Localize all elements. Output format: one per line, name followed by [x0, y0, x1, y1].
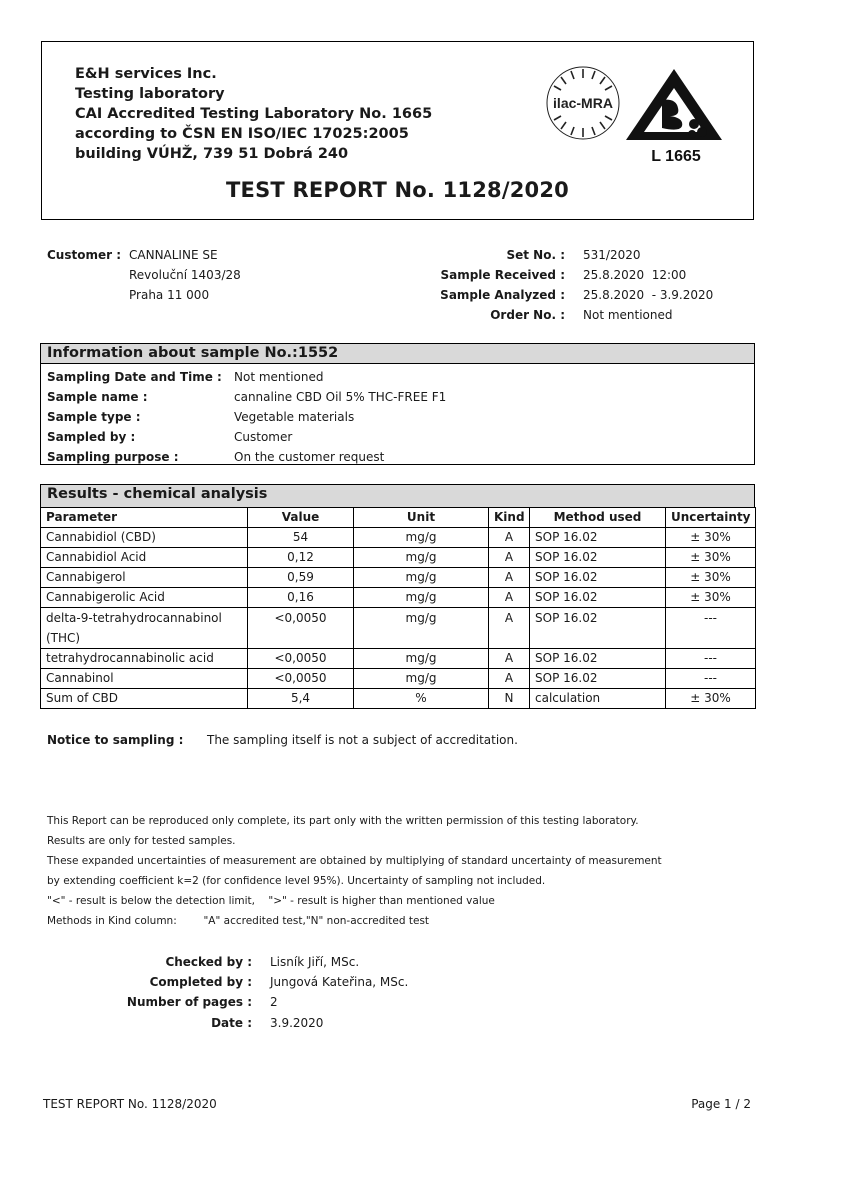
cell-parameter: Sum of CBD [41, 689, 248, 709]
cell-uncertainty: ± 30% [666, 689, 756, 709]
cell-unit: mg/g [354, 588, 489, 608]
footnote-line: Methods in Kind column: "A" accredited test,"N" non-accredited test [47, 915, 430, 927]
cai-mark-text: L 1665 [651, 148, 701, 165]
table-row [41, 548, 756, 568]
lab-accreditation: CAI Accredited Testing Laboratory No. 1665 [75, 106, 433, 122]
cell-value: 0,12 [248, 548, 354, 568]
cell-unit: mg/g [354, 649, 489, 669]
cell-value: <0,0050 [248, 608, 354, 649]
customer-name: CANNALINE SE [129, 248, 218, 262]
checked-by-value: Lisník Jiří, MSc. [270, 955, 360, 969]
sample-name-label: Sample name : [47, 390, 148, 404]
cell-kind: A [489, 608, 530, 649]
cell-uncertainty: ± 30% [666, 528, 756, 548]
date-value: 3.9.2020 [270, 1016, 324, 1030]
cell-uncertainty: ± 30% [666, 588, 756, 608]
col-header-uncertainty: Uncertainty [666, 508, 756, 528]
customer-street: Revoluční 1403/28 [129, 268, 241, 282]
set-no-value: 531/2020 [583, 248, 641, 262]
sample-info-section [40, 343, 755, 465]
table-row [41, 669, 756, 689]
customer-label: Customer : [47, 248, 122, 262]
cell-parameter: tetrahydrocannabinolic acid [41, 649, 248, 669]
cell-method: SOP 16.02 [530, 548, 666, 568]
cell-kind: A [489, 669, 530, 689]
col-header-value: Value [248, 508, 354, 528]
lab-type: Testing laboratory [75, 86, 225, 102]
set-no-label: Set No. : [506, 248, 565, 262]
cell-unit: mg/g [354, 528, 489, 548]
customer-city: Praha 11 000 [129, 288, 210, 302]
cell-method: SOP 16.02 [530, 649, 666, 669]
cell-parameter: Cannabigerol [41, 568, 248, 588]
table-row [41, 568, 756, 588]
date-label: Date : [211, 1016, 252, 1030]
cell-uncertainty: ± 30% [666, 568, 756, 588]
footnote-line: "<" - result is below the detection limit, ">" - result is higher than mentioned value [47, 895, 495, 907]
cell-kind: A [489, 588, 530, 608]
footer-report-id: TEST REPORT No. 1128/2020 [43, 1097, 217, 1111]
sample-name-value: cannaline CBD Oil 5% THC-FREE F1 [234, 390, 447, 404]
cell-method: SOP 16.02 [530, 669, 666, 689]
col-header-unit: Unit [354, 508, 489, 528]
cell-unit: mg/g [354, 548, 489, 568]
sampling-date-label: Sampling Date and Time : [47, 370, 222, 384]
cell-value: 0,59 [248, 568, 354, 588]
results-header-row [41, 508, 756, 528]
order-no-label: Order No. : [490, 308, 565, 322]
sample-analyzed-value: 25.8.2020 - 3.9.2020 [583, 288, 714, 302]
cell-unit: mg/g [354, 669, 489, 689]
cell-parameter: Cannabinol [41, 669, 248, 689]
cell-value: <0,0050 [248, 669, 354, 689]
cell-kind: A [489, 528, 530, 548]
table-row [41, 588, 756, 608]
sample-info-heading [41, 344, 754, 364]
sample-info-heading-text: Information about sample No.: [47, 345, 298, 361]
cell-uncertainty: --- [666, 669, 756, 689]
results-heading-text: Results - chemical analysis [47, 486, 268, 502]
cell-uncertainty: --- [666, 608, 756, 649]
cell-parameter: delta-9-tetrahydrocannabinol (THC) [41, 608, 248, 649]
cell-value: <0,0050 [248, 649, 354, 669]
sample-received-value: 25.8.2020 12:00 [583, 268, 687, 282]
lab-name: E&H services Inc. [75, 66, 217, 82]
cell-method: SOP 16.02 [530, 568, 666, 588]
table-row [41, 528, 756, 548]
sampling-purpose-value: On the customer request [234, 450, 385, 464]
col-header-kind: Kind [489, 508, 530, 528]
ilac-mra-logo [542, 64, 624, 142]
order-no-value: Not mentioned [583, 308, 673, 322]
table-row [41, 608, 756, 649]
table-row [41, 649, 756, 669]
footer-page-number: Page 1 / 2 [691, 1097, 751, 1111]
cell-parameter: Cannabidiol (CBD) [41, 528, 248, 548]
sample-type-value: Vegetable materials [234, 410, 355, 424]
cell-method: SOP 16.02 [530, 608, 666, 649]
notice-label: Notice to sampling : [47, 733, 184, 747]
results-heading [41, 485, 754, 507]
cell-kind: A [489, 568, 530, 588]
lab-standard: according to ČSN EN ISO/IEC 17025:2005 [75, 126, 409, 142]
sampling-date-value: Not mentioned [234, 370, 324, 384]
sample-analyzed-label: Sample Analyzed : [440, 288, 565, 302]
footnote-line: These expanded uncertainties of measurement are obtained by multiplying of standard uncertainty of measurement [47, 855, 662, 867]
cell-uncertainty: ± 30% [666, 548, 756, 568]
col-header-parameter: Parameter [41, 508, 248, 528]
report-title: TEST REPORT No. 1128/2020 [226, 178, 569, 202]
checked-by-label: Checked by : [165, 955, 252, 969]
report-header [41, 41, 754, 220]
results-section [40, 484, 755, 508]
cell-method: calculation [530, 689, 666, 709]
cell-unit: mg/g [354, 568, 489, 588]
cell-parameter: Cannabidiol Acid [41, 548, 248, 568]
table-row [41, 689, 756, 709]
footnote-line: by extending coefficient k=2 (for confidence level 95%). Uncertainty of sampling not included. [47, 875, 546, 887]
number-of-pages-label: Number of pages : [126, 995, 252, 1009]
lab-address: building VÚHŽ, 739 51 Dobrá 240 [75, 146, 349, 162]
cai-accreditation-mark [624, 66, 724, 166]
cell-method: SOP 16.02 [530, 528, 666, 548]
cell-unit: mg/g [354, 608, 489, 649]
cell-value: 5,4 [248, 689, 354, 709]
sample-type-label: Sample type : [47, 410, 141, 424]
cell-kind: A [489, 649, 530, 669]
cell-method: SOP 16.02 [530, 588, 666, 608]
sampling-purpose-label: Sampling purpose : [47, 450, 179, 464]
cell-unit: % [354, 689, 489, 709]
col-header-method: Method used [530, 508, 666, 528]
ilac-logo-text: ilac-MRA [553, 95, 613, 111]
completed-by-label: Completed by : [149, 975, 252, 989]
completed-by-value: Jungová Kateřina, MSc. [270, 975, 409, 989]
cell-uncertainty: --- [666, 649, 756, 669]
cell-value: 54 [248, 528, 354, 548]
cell-parameter: Cannabigerolic Acid [41, 588, 248, 608]
sampled-by-value: Customer [234, 430, 293, 444]
sampled-by-label: Sampled by : [47, 430, 136, 444]
sample-number: 1552 [297, 345, 339, 361]
number-of-pages-value: 2 [270, 995, 278, 1009]
cell-value: 0,16 [248, 588, 354, 608]
notice-text: The sampling itself is not a subject of accreditation. [207, 733, 518, 747]
cell-kind: N [489, 689, 530, 709]
cell-kind: A [489, 548, 530, 568]
footnote-line: Results are only for tested samples. [47, 835, 236, 847]
results-table [40, 507, 756, 709]
sample-received-label: Sample Received : [440, 268, 565, 282]
footnote-line: This Report can be reproduced only complete, its part only with the written permission of this testing laboratory. [47, 815, 639, 827]
